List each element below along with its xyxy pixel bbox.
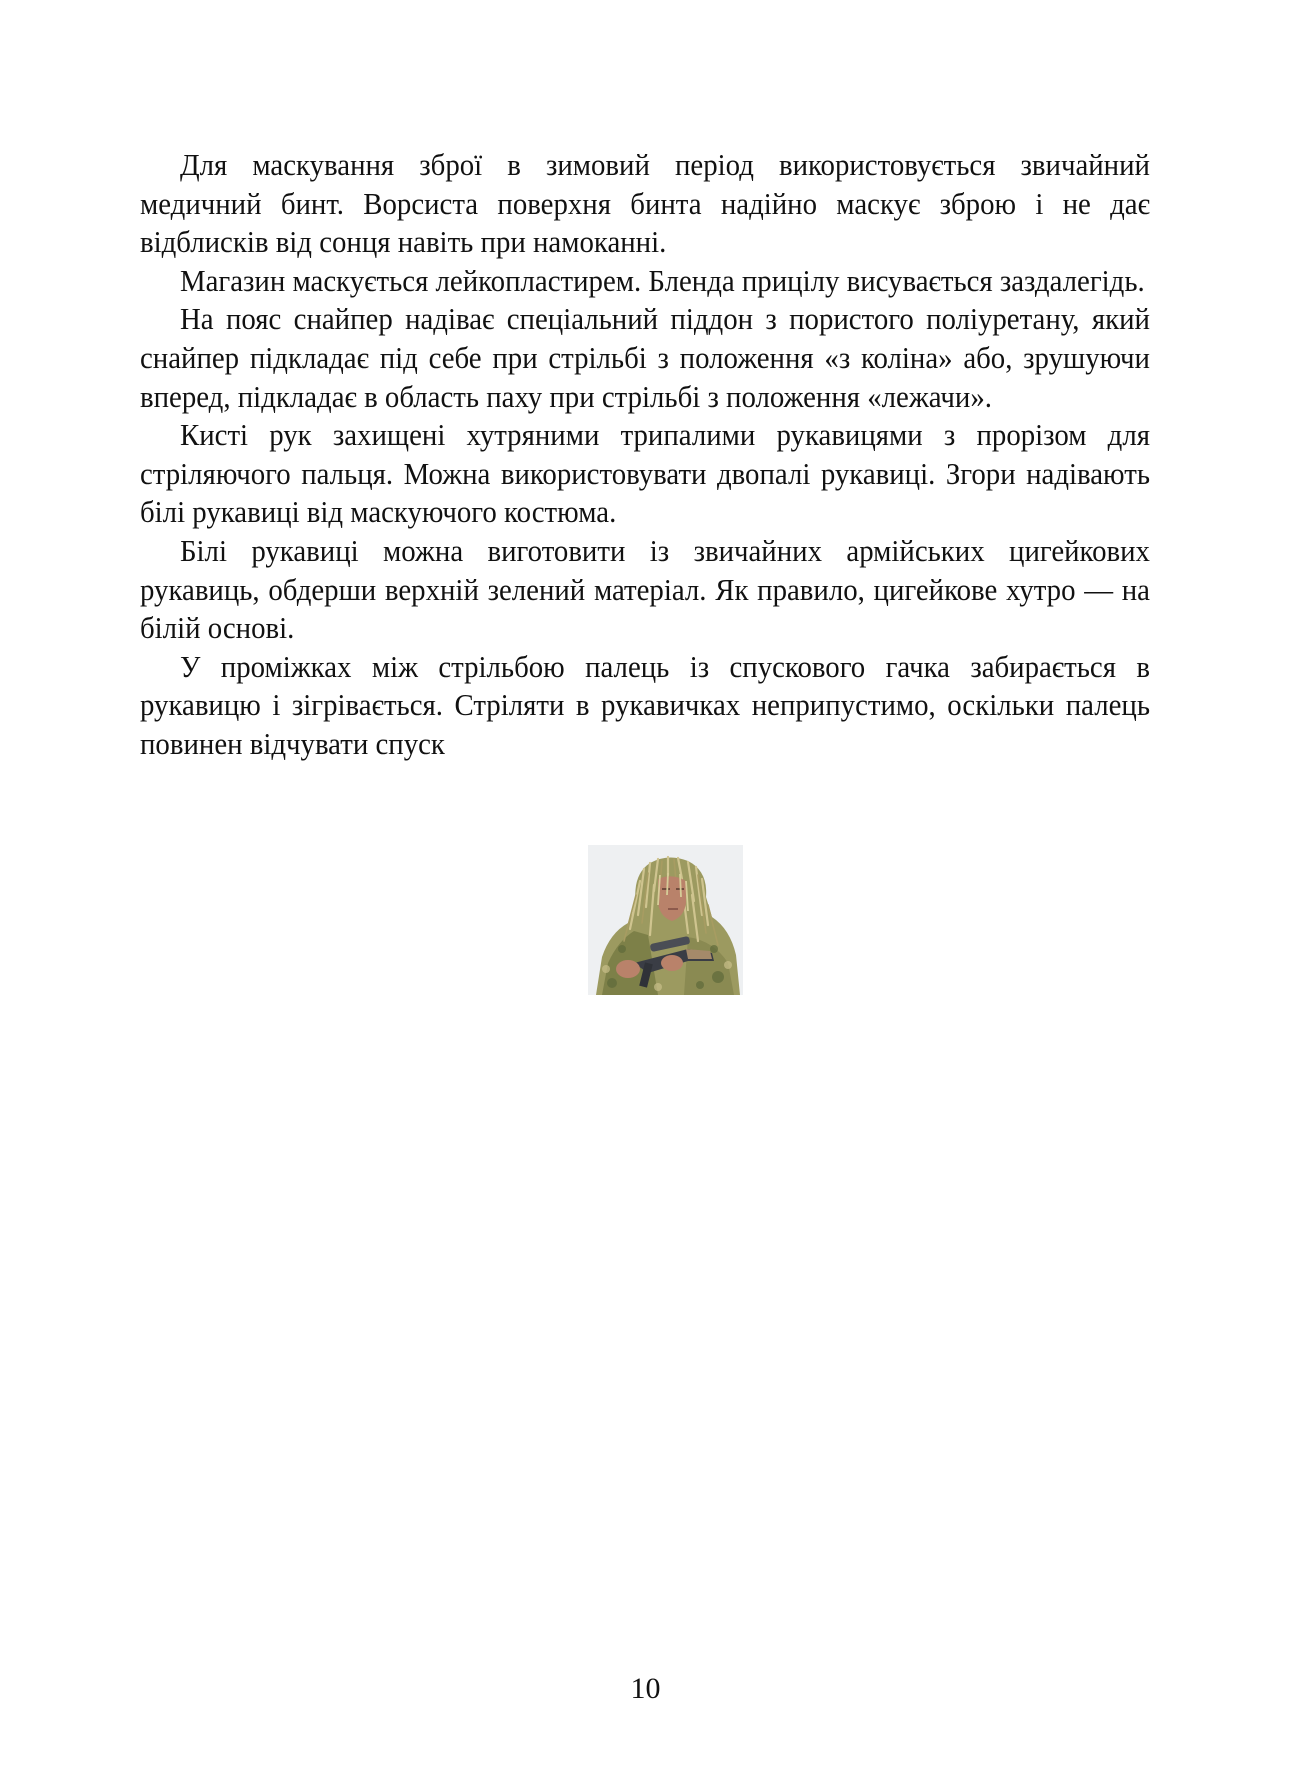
sniper-photo-illustration	[588, 845, 743, 995]
paragraph-magazine-masking: Магазин маскується лейкопластирем. Бленда прицілу висувається заздалегідь.	[179, 262, 1145, 298]
paragraph-belt-pad: На пояс снайпер надіває спеціальний піддон з пористого поліуретану, який снайпер підкладає під себе при стрільбі з положення «з коліна» або, зрушуючи вперед, підкладає в область паху при стрільбі з положення «лежачи».	[140, 301, 1150, 414]
sniper-ghillie-suit-photo	[588, 845, 743, 995]
paragraph-weapon-masking: Для маскування зброї в зимовий період використовується звичайний медичний бинт. Ворсиста поверхня бинта надійно маскує зброю і не дає відблисків від сонця навіть при намоканні.	[140, 147, 1150, 260]
paragraph-trigger-finger: У проміжках між стрільбою палець із спускового гачка забирається в рукавицю і зігрівається. Стріляти в рукавичках неприпустимо, оскільки палець повинен відчувати спуск	[140, 648, 1150, 761]
paragraph-hand-protection: Кисті рук захищені хутряними трипалими рукавицями з прорізом для стріляючого пальця. Можна використовувати двопалі рукавиці. Згори надівають білі рукавиці від маскуючого костюма.	[140, 417, 1150, 530]
paragraph-white-gloves: Білі рукавиці можна виготовити із звичайних армійських цигейкових рукавиць, обдерши верхній зелений матеріал. Як правило, цигейкове хутро — на білій основі.	[140, 532, 1150, 646]
page-number: 10	[630, 1672, 661, 1705]
page-body-text	[140, 146, 1150, 764]
